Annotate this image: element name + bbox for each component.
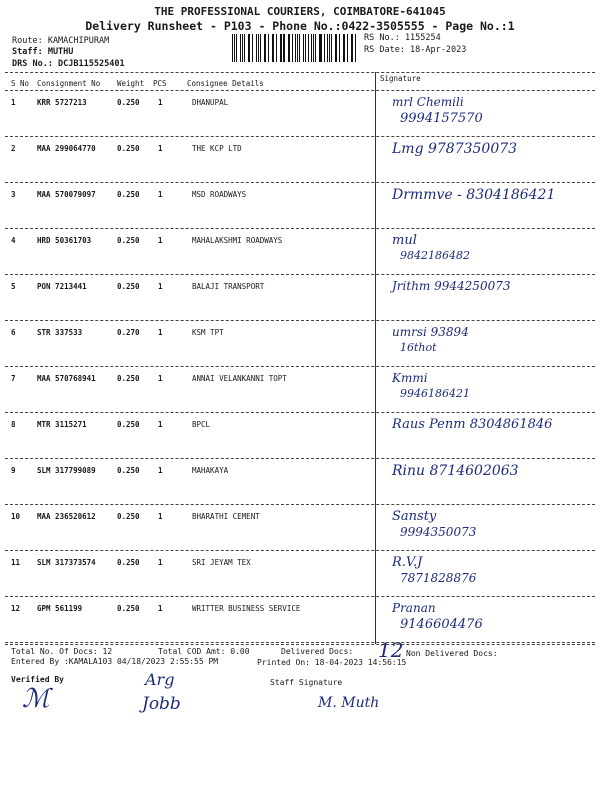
row-divider	[5, 182, 595, 183]
barcode-bar	[232, 34, 233, 62]
row-signature: mul	[392, 233, 417, 248]
staff-label: Staff: MUTHU	[12, 47, 74, 57]
row-pcs: 1	[158, 236, 163, 245]
row-pcs: 1	[158, 144, 163, 153]
row-pcs: 1	[158, 98, 163, 107]
col-pcs: PCS	[153, 79, 167, 88]
row-signature: Jrithm 9944250073	[392, 279, 511, 293]
verified-by-label: Verified By	[11, 675, 64, 684]
row-consignee: DHANUPAL	[192, 98, 229, 107]
row-pcs: 1	[158, 374, 163, 383]
rs-date: RS Date: 18-Apr-2023	[364, 45, 467, 55]
row-sno: 2	[11, 144, 16, 153]
barcode-bar	[256, 34, 257, 62]
drs-number: DRS No.: DCJB115525401	[12, 59, 125, 69]
row-weight: 0.250	[117, 466, 140, 475]
col-weight: Weight	[117, 79, 145, 88]
row-consignee: MSD ROADWAYS	[192, 190, 247, 199]
barcode	[232, 34, 358, 62]
row-sno: 10	[11, 512, 21, 521]
row-divider	[5, 458, 595, 459]
entered-by: Entered By :KAMALA103 04/18/2023 2:55:55 PM	[11, 657, 219, 666]
row-signature: Lmg 9787350073	[392, 141, 518, 157]
row-signature-phone: 9146604476	[400, 617, 483, 632]
total-docs: Total No. Of Docs: 12	[11, 647, 113, 656]
row-consignment-no: STR 337533	[37, 328, 83, 337]
row-consignment-no: MAA 570768941	[37, 374, 96, 383]
barcode-bar	[268, 34, 269, 62]
row-pcs: 1	[158, 466, 163, 475]
row-divider	[5, 596, 595, 597]
row-weight: 0.250	[117, 144, 140, 153]
row-weight: 0.250	[117, 282, 140, 291]
non-delivered-docs: Non Delivered Docs:	[406, 649, 498, 658]
row-pcs: 1	[158, 190, 163, 199]
company-title: THE PROFESSIONAL COURIERS, COIMBATORE-641045	[154, 5, 446, 18]
row-pcs: 1	[158, 604, 163, 613]
row-pcs: 1	[158, 328, 163, 337]
row-sno: 7	[11, 374, 16, 383]
row-signature-phone: 9842186482	[400, 249, 470, 262]
col-consignee: Consignee Details	[187, 79, 264, 88]
row-pcs: 1	[158, 512, 163, 521]
row-divider	[5, 412, 595, 413]
row-signature: umrsi 93894	[392, 325, 469, 339]
row-signature: R.V.J	[392, 555, 423, 570]
row-consignee: BALAJI TRANSPORT	[192, 282, 265, 291]
barcode-bar	[347, 34, 348, 62]
row-consignment-no: SLM 317373574	[37, 558, 96, 567]
row-signature: Sansty	[392, 509, 437, 524]
row-consignment-no: MAA 299064770	[37, 144, 96, 153]
verified-signature: Arg	[145, 670, 175, 689]
barcode-bar	[320, 34, 321, 62]
row-sno: 9	[11, 466, 16, 475]
verified-signature-mark: ℳ	[22, 684, 50, 714]
barcode-bar	[264, 34, 265, 62]
row-consignee: SRI JEYAM TEX	[192, 558, 251, 567]
barcode-bar	[339, 34, 340, 62]
barcode-bar	[315, 34, 316, 62]
row-divider	[5, 366, 595, 367]
row-divider	[5, 504, 595, 505]
runsheet-subtitle: Delivery Runsheet - P103 - Phone No.:0422-3505555 - Page No.:1	[85, 19, 515, 33]
row-consignee: ANNAI VELANKANNI TOPT	[192, 374, 287, 383]
header-divider-top	[5, 72, 595, 73]
signature-column-divider	[375, 72, 376, 644]
row-pcs: 1	[158, 420, 163, 429]
total-cod: Total COD Amt: 0.00	[158, 647, 250, 656]
row-consignment-no: KRR 5727213	[37, 98, 87, 107]
col-sno: S No	[11, 79, 30, 88]
row-weight: 0.270	[117, 328, 140, 337]
row-signature-phone: 9994157570	[400, 111, 483, 126]
row-signature: Rinu 8714602063	[392, 463, 519, 479]
row-signature: Raus Penm 8304861846	[392, 417, 553, 432]
barcode-bar	[303, 34, 304, 62]
row-sno: 12	[11, 604, 21, 613]
delivered-count-handwritten: 12	[378, 638, 404, 662]
row-divider	[5, 320, 595, 321]
row-sno: 5	[11, 282, 16, 291]
row-sno: 11	[11, 558, 21, 567]
row-consignment-no: SLM 317799089	[37, 466, 96, 475]
row-divider	[5, 228, 595, 229]
row-weight: 0.250	[117, 558, 140, 567]
row-signature: Pranan	[392, 601, 436, 615]
delivered-docs: Delivered Docs:	[281, 647, 354, 656]
row-weight: 0.250	[117, 98, 140, 107]
staff-signature-label: Staff Signature	[270, 678, 343, 687]
row-sno: 3	[11, 190, 16, 199]
row-consignment-no: MAA 570079097	[37, 190, 96, 199]
row-consignment-no: MAA 236520612	[37, 512, 96, 521]
header-divider-bottom	[5, 90, 595, 91]
barcode-bar	[295, 34, 296, 62]
row-weight: 0.250	[117, 236, 140, 245]
row-divider	[5, 642, 595, 643]
verified-signature-2: Jobb	[142, 694, 181, 714]
row-weight: 0.250	[117, 374, 140, 383]
row-consignment-no: HRD 50361703	[37, 236, 92, 245]
row-consignee: MAHAKAYA	[192, 466, 229, 475]
row-consignee: BHARATHI CEMENT	[192, 512, 260, 521]
rs-number: RS No.: 1155254	[364, 33, 441, 43]
barcode-bar	[335, 34, 336, 62]
row-consignee: THE KCP LTD	[192, 144, 242, 153]
barcode-bar	[308, 34, 309, 62]
row-sno: 4	[11, 236, 16, 245]
row-signature-phone: 16thot	[400, 341, 437, 354]
row-consignment-no: GPM 561199	[37, 604, 83, 613]
route-label: Route: KAMACHIPURAM	[12, 36, 110, 46]
row-divider	[5, 274, 595, 275]
barcode-bar	[352, 34, 353, 62]
row-weight: 0.250	[117, 604, 140, 613]
row-weight: 0.250	[117, 420, 140, 429]
row-signature-phone: 7871828876	[400, 571, 477, 585]
row-sno: 1	[11, 98, 16, 107]
row-sno: 8	[11, 420, 16, 429]
col-consignment: Consignment No	[37, 79, 101, 88]
row-divider	[5, 550, 595, 551]
row-signature-phone: 9946186421	[400, 387, 470, 400]
row-signature: mrl Chemili	[392, 95, 464, 109]
row-consignee: WRITTER BUSINESS SERVICE	[192, 604, 301, 613]
footer-divider	[5, 644, 595, 645]
row-consignee: MAHALAKSHMI ROADWAYS	[192, 236, 283, 245]
barcode-bar	[276, 34, 277, 62]
printed-on: Printed On: 18-04-2023 14:56:15	[257, 658, 407, 667]
barcode-bar	[244, 34, 245, 62]
row-weight: 0.250	[117, 512, 140, 521]
barcode-bar	[327, 34, 328, 62]
row-signature: Drmmve - 8304186421	[392, 187, 556, 203]
barcode-bar	[288, 34, 289, 62]
row-divider	[5, 136, 595, 137]
barcode-bar	[252, 34, 253, 62]
row-consignment-no: PON 7213441	[37, 282, 87, 291]
col-signature: Signature	[380, 74, 421, 83]
row-consignee: KSM TPT	[192, 328, 224, 337]
row-consignment-no: MTR 3115271	[37, 420, 87, 429]
row-sno: 6	[11, 328, 16, 337]
row-signature-phone: 9994350073	[400, 525, 477, 539]
row-weight: 0.250	[117, 190, 140, 199]
row-consignee: BPCL	[192, 420, 211, 429]
row-pcs: 1	[158, 558, 163, 567]
barcode-bar	[283, 34, 284, 62]
row-pcs: 1	[158, 282, 163, 291]
row-signature: Kmmi	[392, 371, 428, 385]
staff-signature: M. Muth	[318, 695, 380, 711]
barcode-bar	[240, 34, 241, 62]
